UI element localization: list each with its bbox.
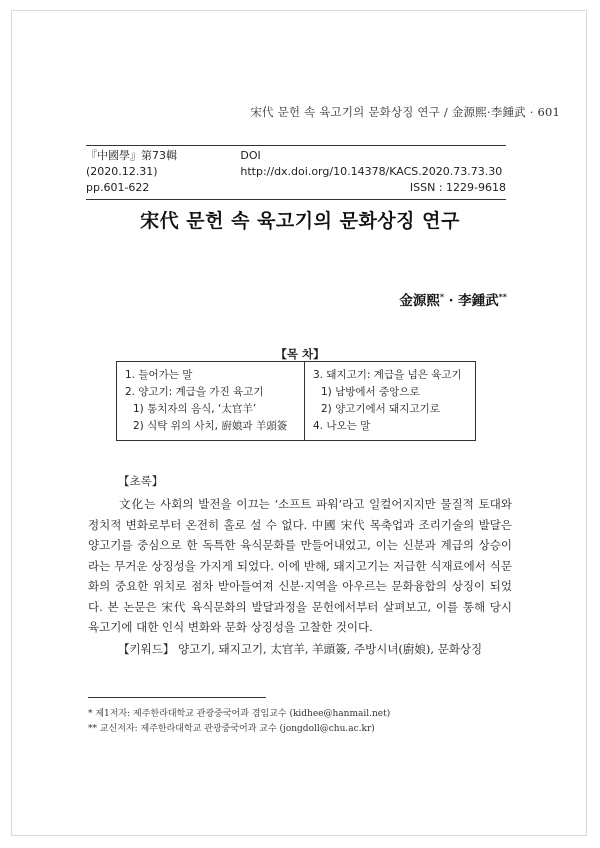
footnote-first-author: * 제1저자: 제주한라대학교 관광중국어과 겸임교수 (kidhee@hanmail.net): [88, 709, 391, 719]
toc-item: 1. 들어가는 말: [125, 369, 193, 381]
toc-item: 3. 돼지고기: 계급을 넘은 육고기: [313, 369, 462, 381]
abstract-label: 【초록】: [118, 474, 164, 488]
doi-link[interactable]: DOI http://dx.doi.org/10.14378/KACS.2020.73.73.30: [240, 149, 503, 178]
paper-title: 宋代 문헌 속 육고기의 문화상징 연구: [140, 210, 460, 232]
author-separator: ·: [444, 293, 459, 309]
toc-item: 4. 나오는 말: [313, 420, 371, 432]
author-second: 李鍾武: [458, 293, 499, 309]
journal-info-box: [86, 145, 506, 200]
toc-subitem: 2) 식탁 위의 사치, 廚娘과 羊頭簽: [133, 420, 288, 432]
table-of-contents: [116, 361, 476, 441]
toc-heading: [0, 346, 600, 362]
author-second-mark: **: [498, 291, 507, 302]
toc-subitem: 1) 통치자의 음식, ‘太官羊’: [133, 403, 257, 415]
journal-citation: 『中國學』第73輯 (2020.12.31): [86, 149, 177, 178]
toc-left-column: [117, 362, 305, 440]
keywords: 【키워드】 양고기, 돼지고기, 太官羊, 羊頭簽, 주방시녀(廚娘), 문화상징: [118, 642, 483, 656]
authors: [399, 289, 507, 309]
issn: ISSN : 1229-9618: [409, 181, 506, 194]
toc-item: 2. 양고기: 계급을 가진 육고기: [125, 386, 264, 398]
running-head: 宋代 문헌 속 육고기의 문화상징 연구 / 金源熙·李鍾武 · 601: [250, 105, 560, 119]
page-range: pp.601-622: [86, 181, 150, 194]
toc-subitem: 1) 남방에서 중앙으로: [321, 386, 420, 398]
author-first-mark: *: [439, 291, 445, 302]
abstract-text: 文化는 사회의 발전을 이끄는 ‘소프트 파워’라고 일컬어지지만 물질적 토대와 정치적 변화로부터 온전히 홀로 설 수 없다. 中國 宋代 목축업과 조리기술의 발달은 양고기를 중심으로 한 독특한 육식문화를 만들어내었고, 이는 신분과 계급의 상승이라는 무거운 상징성을 가지게 되었다. 이에 반해, 돼지고기는 저급한 식재료에서 식문화의 중요한 위치로 점차 받아들여져 신분·지역을 아우르는 문화융합의 상징이 되었다. 본 논문은 宋代 육식문화의 발달과정을 문헌에서부터 살펴보고, 이를 통해 당시 육고기에 대한 인식 변화와 문화 상징성을 고찰한 것이다.: [88, 497, 512, 634]
toc-subitem: 2) 양고기에서 돼지고기로: [321, 403, 440, 415]
author-first: 金源熙: [399, 293, 440, 309]
footnotes: [88, 707, 390, 737]
footnote-divider: [88, 697, 266, 698]
toc-right-column: [305, 362, 475, 440]
toc-heading-label: 【목 차】: [269, 347, 330, 361]
footnote-corresponding-author: ** 교신저자: 제주한라대학교 관광중국어과 교수 (jongdoll@chu.ac.kr): [88, 724, 375, 734]
